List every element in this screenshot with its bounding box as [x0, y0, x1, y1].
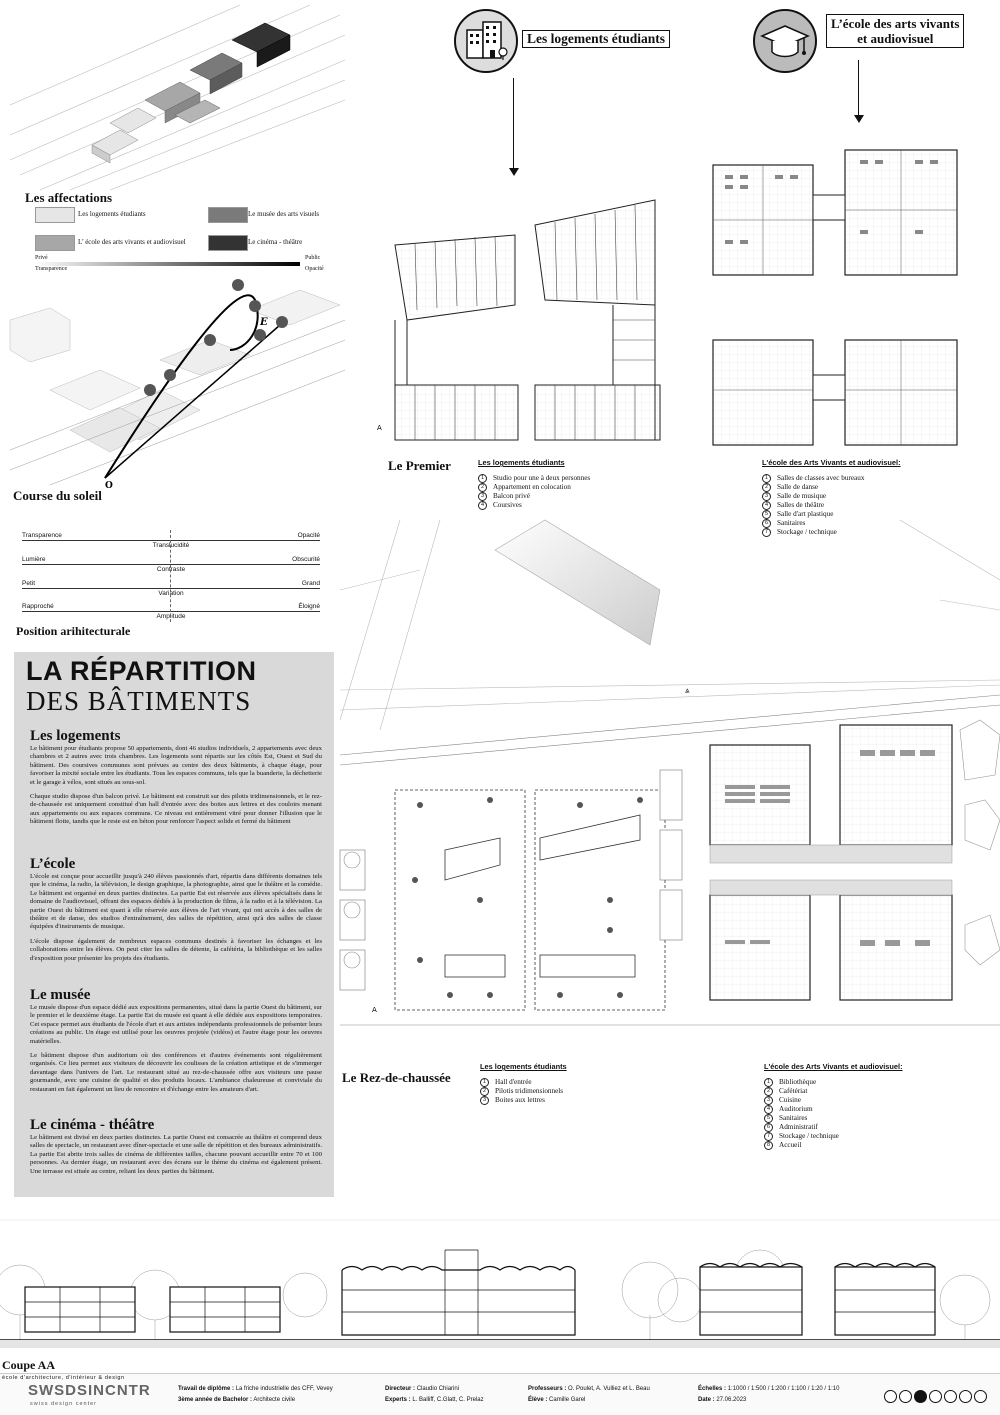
school-title-line2: et audiovisuel	[857, 31, 934, 46]
footer-professors: Professeurs : O. Poulet, A. Vulliez et L. Beau	[528, 1386, 650, 1392]
section-paragraph: L'école dispose également de nombreux espaces communs destinés à favoriser les échanges et les collaborations entre les élèves. On peut citer les salles de détente, la cafétéria, la bibliothèque et les salles d'exposition pour présenter les projets des étudiants.	[30, 937, 322, 962]
legend-label-museum: Le musée des arts visuels	[248, 210, 320, 218]
axis-a-label: A	[377, 424, 382, 432]
section-paragraph: Le musée dispose d'un espace dédié aux expositions permanentes, situé dans la partie Ouest du bâtiment, sur le premier et le deuxième étage. La partie Est du musée est quant à elle dédiée aux expositions temporaires. Cet espace permet aux étudiants de l'école d'art et aux artistes indépendants professionnels de présenter leurs créations au public. Un étage est utilisé pour les oeuvres projetée (vidéos) et l'autre étage pour les oeuvres matérielles.	[30, 1004, 322, 1045]
rdc-housing-list	[480, 1078, 563, 1105]
premier-housing-list	[478, 474, 590, 510]
footer-scales: Échelles : 1:1000 / 1:500 / 1:200 / 1:100 / 1:20 / 1:10	[698, 1386, 840, 1392]
legend-swatch-cinema	[208, 235, 248, 251]
premier-housing-title: Les logements étudiants	[478, 458, 565, 467]
premier-school-title: L'école des Arts Vivants et audiovisuel:	[762, 458, 901, 467]
position-row-left: Transparence	[22, 532, 62, 539]
section-ecole	[30, 856, 322, 963]
section-musee	[30, 987, 322, 1094]
position-row-line	[22, 588, 320, 589]
arrow-school-head	[854, 115, 864, 123]
list-item: 7 Stockage / technique	[762, 528, 864, 537]
logo-tagline-top: école d'architecture, d'intérieur & design	[2, 1375, 125, 1381]
footer-diploma: Travail de diplôme : La friche industrielle des CFF, Vevey	[178, 1386, 333, 1392]
position-row-line	[22, 540, 320, 541]
legend-label-school: L’ école des arts vivants et audiovisuel	[78, 238, 186, 246]
footer-director: Directeur : Claudio Chiarini	[385, 1386, 460, 1392]
page-dot	[959, 1390, 972, 1403]
first-floor-plan-drawing	[345, 130, 1000, 455]
page-dot	[899, 1390, 912, 1403]
position-row-2	[22, 556, 320, 576]
list-item: 1 Salles de classes avec bureaux	[762, 474, 864, 483]
list-item: 6 Administratif	[764, 1123, 839, 1132]
axis-a-label-ground: A	[372, 1006, 377, 1014]
school-logo: SWSDSINCNTR	[28, 1382, 151, 1399]
section-heading: Les logements	[30, 728, 121, 744]
list-item: 4 Salles de théâtre	[762, 501, 864, 510]
list-item: 8 Accueil	[764, 1141, 839, 1150]
position-row-center: Contraste	[156, 566, 186, 573]
position-row-right: Grand	[301, 580, 320, 587]
logo-tagline-bottom: swiss design center	[30, 1401, 97, 1407]
position-row-right: Éloigné	[298, 603, 320, 610]
page-dot	[884, 1390, 897, 1403]
list-item: 7 Stockage / technique	[764, 1132, 839, 1141]
position-row-right: Opacité	[297, 532, 320, 539]
position-row-line	[22, 611, 320, 612]
list-item: 1 Bibliothèque	[764, 1078, 839, 1087]
legend-swatch-school	[35, 235, 75, 251]
footer-year: 3ème année de Bachelor : Architecte civile	[178, 1397, 296, 1403]
gradient-right-top: Public	[305, 255, 321, 261]
list-item: 5 Salle d'art plastique	[762, 510, 864, 519]
list-item: 3 Balcon privé	[478, 492, 590, 501]
list-item: 6 Sanitaires	[762, 519, 864, 528]
position-center-axis	[170, 530, 171, 622]
list-item: 3 Boites aux lettres	[480, 1096, 563, 1105]
list-item: 1 Studio pour une à deux personnes	[478, 474, 590, 483]
position-row-center: Variation	[158, 590, 184, 597]
north-arrow-icon: ⩓	[685, 686, 690, 695]
legend-swatch-museum	[208, 207, 248, 223]
position-row-4	[22, 603, 320, 623]
page-dot	[974, 1390, 987, 1403]
arrow-school	[858, 60, 859, 115]
section-paragraph: Chaque studio dispose d'un balcon privé. Le bâtiment est construit sur des pilotis tridimensionnels, et le rez-de-chaussée est uniquement constitué d'un hall d'entrée avec des boites aux lettres et des couloirs menant aux appartements ou aux espaces communs. Ce niveau est entièrement vitré pour donner l'illusion que le bâtiment flotte, tandis que le reste est en béton pour renforcer l'aspect solide et fermé du bâtiment	[30, 793, 322, 826]
section-heading: Le cinéma - théâtre	[30, 1117, 155, 1133]
footer-experts: Experts : L. Balliff, C.Glatt, C. Prelaz	[385, 1397, 484, 1403]
rdc-school-list	[764, 1078, 839, 1150]
sun-label-east: E	[260, 317, 268, 328]
section-logements	[30, 728, 322, 827]
gradient-right-bottom: Opacité	[305, 266, 324, 272]
list-item: 4 Auditorium	[764, 1105, 839, 1114]
school-title	[826, 14, 964, 48]
list-item: 2 Cafétériat	[764, 1087, 839, 1096]
graduation-cap-icon	[752, 8, 818, 74]
section-heading: Le musée	[30, 987, 91, 1003]
school-title-line1: L’école des arts vivants	[831, 16, 960, 31]
main-title-line1: LA RÉPARTITION	[26, 656, 257, 686]
gradient-left-top: Privé	[35, 255, 48, 261]
section-paragraph: L'école est conçue pour accueillir jusqu'à 240 élèves passionnés d'art, répartis dans différents domaines tels que le cinéma, la radio, la télévision, le design graphique, la photographie, ainsi que le théâtre et la comédie. Le bâtiment est organisé en deux parties distinctes. La partie Est est réservée aux élèves spécialisés dans le domaine de l'audiovisuel, offrant des espaces dédiés à la production de films, à la radio et à la télévision. La partie Ouest du bâtiment est quant à elle réservée aux élèves de l'art vivant, qui ont accès à des salles de théâtre et de danse, des studios d'entraînement, des salles de répétition, ainsi qu'à des salles de classe équipées d'instruments de musique.	[30, 873, 322, 931]
section-heading: L’école	[30, 856, 76, 872]
section-paragraph: Le bâtiment dispose d'un auditorium où des conférences et d'autres événements sont régulièrement organisés. Ce lieu permet aux visiteurs de découvrir les coulisses de la création artistique et de s'immerger davantage dans l'univers de l'art. Le restaurant situé au rez-de-chaussée offre aux visiteurs une pause gourmande, avec une cuisine de qualité et des produits locaux. L'ambiance chaleureuse et conviviale du restaurant en fait également un lieu de rencontre et d'échange entre les amateurs d'art.	[30, 1052, 322, 1093]
list-item: 3 Cuisine	[764, 1096, 839, 1105]
sun-course-drawing	[10, 280, 345, 491]
section-aa-drawing	[0, 1215, 1000, 1360]
section-title: Coupe AA	[2, 1358, 56, 1372]
position-row-right: Obscurité	[292, 556, 320, 563]
position-row-left: Lumière	[22, 556, 46, 563]
footer-student: Élève : Camille Garel	[528, 1397, 586, 1403]
position-row-3	[22, 580, 320, 600]
student-housing-title: Les logements étudiants	[522, 30, 670, 48]
premier-title: Le Premier	[388, 458, 451, 473]
gradient-left-bottom: Transparence	[35, 266, 68, 272]
position-row-center: Amplitude	[156, 613, 186, 620]
axonometric-affectations-drawing	[10, 5, 345, 190]
page-indicator	[884, 1390, 987, 1403]
section-paragraph: Le bâtiment est divisé en deux parties distinctes. La partie Ouest est consacrée au théâtre et comprend deux salles de spectacle, un restaurant avec dîner-spectacle et une salle de répétition et des bureaux administratifs. La partie Est abrite trois salles de cinéma de différentes tailles, chacune pouvant accueillir entre 70 et 100 personnes. Au dernier étage, un restaurant avec des écrans sur le thème du cinéma est également présent. Une terrasse est située au centre, reliant les deux parties du bâtiment.	[30, 1134, 322, 1175]
position-row-left: Petit	[22, 580, 36, 587]
position-row-line	[22, 564, 320, 565]
footer-date: Date : 27.06.2023	[698, 1397, 747, 1403]
page-dot	[944, 1390, 957, 1403]
legend-swatch-housing	[35, 207, 75, 223]
legend-label-cinema: Le cinéma - théâtre	[248, 238, 303, 246]
rdc-housing-title: Les logements étudiants	[480, 1062, 567, 1071]
sun-label-west: O	[105, 481, 113, 491]
rdc-title: Le Rez-de-chaussée	[342, 1070, 451, 1085]
section-paragraph: Le bâtiment pour étudiants propose 50 appartements, dont 46 studios individuels, 2 appartements avec deux chambres et 2 autres avec trois chambres. Les logements sont répartis sur les côtés Est, Ouest et Sud du bâtiment. Des coursives communes sont prévues au centre des deux bâtiments, à chaque étage, pour favoriser la mixité sociale entre les étudiants. Tous les espaces communs, tels que la buanderie, la déchetterie et le garage à vélos, sont situés au sous-sol.	[30, 745, 322, 786]
rdc-school-title: L'école des Arts Vivants et audiovisuel:	[764, 1062, 903, 1071]
list-item: 2 Appartement en colocation	[478, 483, 590, 492]
position-title: Position arihitecturale	[16, 624, 131, 638]
list-item: 2 Salle de danse	[762, 483, 864, 492]
list-item: 5 Sanitaires	[764, 1114, 839, 1123]
list-item: 3 Salle de musique	[762, 492, 864, 501]
privacy-gradient-bar	[35, 262, 300, 266]
main-title-line2: DES BÂTIMENTS	[26, 686, 252, 716]
building-icon	[453, 8, 519, 74]
position-row-1	[22, 532, 320, 552]
position-row-left: Rapproché	[22, 603, 54, 610]
page-dot	[914, 1390, 927, 1403]
section-cinema	[30, 1117, 322, 1176]
position-row-center: Translucidité	[152, 542, 190, 549]
list-item: 4 Coursives	[478, 501, 590, 510]
list-item: 1 Hall d'entrée	[480, 1078, 563, 1087]
list-item: 2 Pilotis tridimensionnels	[480, 1087, 563, 1096]
affectations-title: Les affectations	[25, 190, 113, 205]
page-dot	[929, 1390, 942, 1403]
sun-course-title: Course du soleil	[13, 488, 102, 503]
legend-label-housing: Les logements étudiants	[78, 210, 146, 218]
ground-floor-plan-drawing	[340, 520, 1000, 1045]
